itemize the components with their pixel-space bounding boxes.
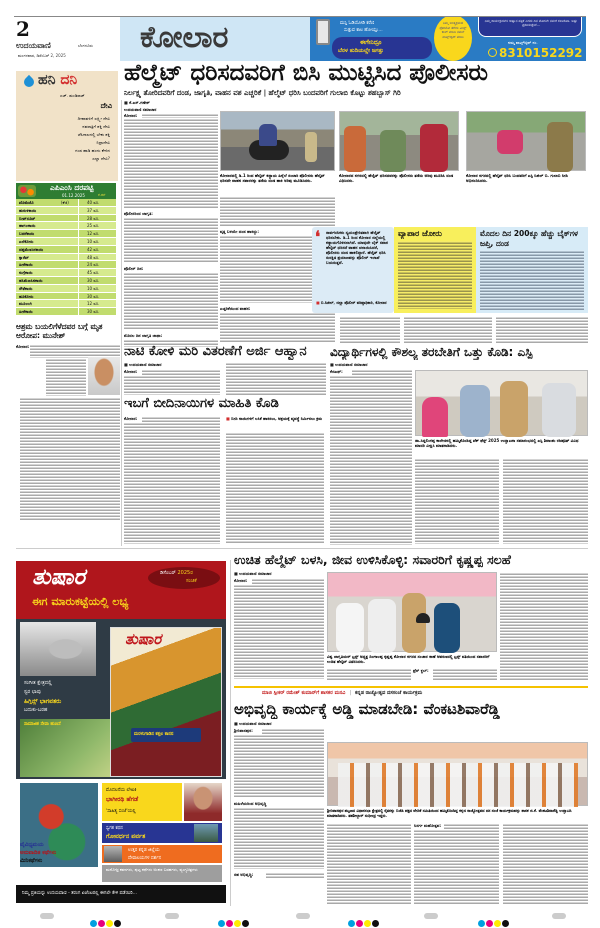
apmc-cell-unit: [58, 230, 78, 237]
apmc-cell-item: ಎಲೆಕೋಸು: [19, 238, 34, 244]
whatsapp-icon: [488, 48, 497, 57]
poem-heading: ದೇವಿ: [100, 102, 112, 110]
body-text: [415, 458, 499, 544]
apmc-cell-unit: [58, 246, 78, 253]
dateline: ಕೆಜಿಎಫ್:: [330, 369, 343, 374]
registration-mark: [40, 913, 54, 919]
registration-mark: [296, 913, 310, 919]
apmc-row: [16, 230, 116, 238]
helmet-shape: [416, 613, 430, 623]
body-text: [266, 872, 324, 878]
ad-bubble: [434, 17, 472, 61]
lead-photo-3: [466, 111, 586, 171]
apmc-row: [16, 215, 116, 223]
top-advertisement: [310, 17, 586, 61]
body-text: [226, 432, 324, 544]
apmc-cell-unit: (ಕೆಜಿ): [61, 200, 69, 205]
body-text: [124, 422, 220, 544]
first-day-box: [476, 227, 588, 313]
apmc-unit-note: ಕೆ.ಜಿಗೆ: [98, 193, 106, 197]
apmc-cell-unit: [58, 277, 78, 284]
feature-line: ಅನುವಾದಿತ ಕಥೆಗಳು: [20, 850, 57, 856]
body-text: [234, 584, 324, 679]
box-title: ಮೊದಲ ದಿನ 200ಕ್ಕೂ ಹೆಚ್ಚು ಬೈಕ್‌ಗಳ ಜಪ್ತಿ, ದಂಡ: [480, 229, 578, 248]
poem-lines: [30, 115, 110, 163]
person-shape: [542, 383, 576, 437]
body-text: [433, 668, 497, 680]
body-text: [234, 807, 324, 869]
body-text: [404, 316, 492, 344]
section-title: ಕೋಲಾರ: [140, 20, 229, 55]
poem-line: ನಿದ್ರಾದೇವಿ: [96, 140, 110, 145]
info-bullet: [226, 416, 324, 421]
cmyk-dots: [90, 912, 122, 928]
apmc-date: 01.12.2025: [62, 193, 85, 198]
bullet-icon: ■: [226, 416, 232, 421]
apmc-cell-item: ಮೂಲಂಗಿ: [19, 301, 32, 307]
subsection-heading: ಪೊಲೀಸರಿಂದ ಜಾಗೃತಿ:: [124, 211, 153, 216]
cover-logo: ತುಷಾರ: [125, 630, 162, 648]
bureau-text: ಉದಯವಾಣಿ ಸಮಾಚಾರ: [129, 362, 162, 367]
ad-line-3: ಈಗೇನಿದ್ರೂ: [360, 39, 382, 46]
feature-stories: [20, 841, 100, 865]
apmc-cell-unit: [58, 254, 78, 261]
apmc-cell-unit: [58, 261, 78, 268]
title-part-dani: ದನಿ: [60, 72, 78, 88]
feature-line: ದೇವಾಲಯಗಳ ದರ್ಶನ: [128, 856, 162, 861]
dateline: ಕೋಲಾರ:: [16, 344, 30, 349]
stage-people: [338, 763, 578, 807]
footer-text: ನಿಮ್ಮ ಪ್ರತಿಯನ್ನು ಉದಯವಾಣಿ - ತರಂಗ ಏಜೆಂಟರಲ್ಲಿ ಈಗಲೇ ಕೇಳಿ ಪಡೆಯಿರಿ...: [22, 891, 137, 896]
feature-line: ಸ್ವಗತ ಕಥನ: [106, 826, 123, 831]
column-rule: [230, 560, 231, 906]
portrait-photo: [88, 357, 120, 395]
apmc-row: [16, 199, 116, 207]
section-title-band: [120, 17, 310, 61]
body-text: [496, 316, 588, 344]
column-rule: [121, 100, 122, 546]
apmc-cell-item: ದಪ್ಪಮೆಣಸಿನಕಾಯಿ: [19, 246, 44, 252]
feature-line: ಮಿನಿಕಥೆಗಳು: [20, 858, 43, 864]
quote-text: ಸಾರ್ವಜನಿಕರು ಸ್ವಯಂಪ್ರೇರಿತವಾಗಿ ಹೆಲ್ಮೆಟ್ ಧರಿಸಬೇಕು. ಡಿ.1 ರಿಂದ ಕೋಲಾರ ಜಿಲ್ಲೆಯಲ್ಲಿ ಕಡ್ಡಾಯಗೊಳಿಸಲಾಗಿದೆ. ಯಾವುದೇ ಬೈಕ್ ಸವಾರ ಹೆಲ್ಮೆಟ್ ಧರಿಸದೆ ವಾಹನ ಚಲಾಯಿಸಿದರೆ, ಪೊಲೀಸರು ದಂಡ ಹಾಕಲಿದ್ದಾರೆ. ಹೆಲ್ಮೆಟ್ ಧರಿಸಿ ಸುರಕ್ಷಿತ ಪ್ರಯಾಣವನ್ನು ಪೊಲೀಸ್ ಇಲಾಖೆ ಬಯಸುತ್ತದೆ.: [326, 230, 389, 265]
body-text: [503, 458, 588, 544]
skill-photo: [415, 370, 588, 436]
phone-hand-icon: [316, 19, 330, 45]
apmc-cell-price: 30 ರೂ.: [78, 308, 112, 315]
feature-line: ಸಂಗೀತ ಕ್ಷೇತ್ರದಲ್ಲಿ: [24, 680, 52, 686]
dateline: ಕೋಲಾರ:: [124, 416, 138, 421]
police-shape: [547, 122, 573, 172]
person-shape: [460, 385, 490, 437]
honey-dani-author: ಎಚ್. ಡುಂಡಿರಾಜ್: [60, 93, 85, 98]
bureau: ■ ಉದಯವಾಣಿ ಸಮಾಚಾರ: [330, 362, 368, 367]
apmc-cell-price: 37 ರೂ.: [78, 207, 112, 214]
skill-headline: ವಿದ್ಯಾರ್ಥಿಗಳಲ್ಲಿ ಕೌಶಲ್ಯ ತರಬೇತಿಗೆ ಒತ್ತು ಕೊಡಿ: ಎಸ್ಪಿ: [330, 345, 533, 359]
temple-thumbnail: [194, 824, 218, 842]
registration-mark: [424, 913, 438, 919]
author-portrait: [184, 783, 222, 821]
apmc-row: [16, 238, 116, 246]
bureau-text: ಉದಯವಾಣಿ ಸಮಾಚಾರ: [239, 721, 272, 726]
poem-line: ದೀಪಾವಳಿಗೆ ಲಕ್ಷ್ಮೀ ದೇವಿ: [77, 116, 110, 121]
apmc-cell-item: ಹೀರೆಕಾಯಿ: [19, 262, 33, 268]
body-text: [330, 375, 412, 545]
photo-caption: ವಿಶ್ವ ಜಾಗೃತಿಯರ್ ಟ್ರಸ್ಟ್ ಅಧ್ಯಕ್ಷ ದಿಂಗಾಲಪ್ಪ ಕೃಷ್ಣಪ್ಪ ಕೋಲಾರ ನಗರದ ಸಂಚಾರ ಠಾಣೆ ಆವರಣದಲ್ಲಿ ಟ್ರಸ್ಟ್ ವತಿಯಿಂದ ಸವಾರರಿಗೆ ಉಚಿತ ಹೆಲ್ಮೆಟ್ ವಿತರಿಸಿದರು.: [327, 654, 490, 664]
photo-caption: ಕೋಲಾರದಲ್ಲಿ ಡಿ.1 ರಿಂದ ಹೆಲ್ಮೆಟ್ ಕಡ್ಡಾಯ ಹಿನ್ನೆಲೆ ಸಂಚಾರಿ ಪೊಲೀಸರು ಹೆಲ್ಮೆಟ್ ಧರಿಸದೇ ವಾಹನ ಸವಾರರನ್ನು ತಡೆದು ದಂಡ ಹಾಕಿ ಅರಿವು ಮೂಡಿಸಿದರು.: [220, 173, 325, 183]
development-headline: ಅಭಿವೃದ್ಧಿ ಕಾರ್ಯಕ್ಕೆ ಅಡ್ಡಿ ಮಾಡಬೇಡಿ: ವೆಂಕಟಶಿವಾರೆಡ್ಡಿ: [234, 700, 500, 718]
body-text: [30, 344, 120, 358]
body-text: [124, 375, 220, 395]
subsection-heading: ವೃತ್ತ ಬಳಿಯೇ ದಂಡ ಹಾಕಿದ್ದು:: [220, 229, 259, 234]
subsection-heading: ಮಹಿಳೆಯರಿಂದ ಅಭಿವೃದ್ಧಿ: [234, 801, 267, 806]
feature-line: ಗೋವರ್ಧನ ಪರ್ವತ: [106, 833, 146, 840]
police-shape: [402, 593, 426, 653]
subsection-heading: ಎಚ್ಚರಿಕೆಯಿಂದ ವಾಹನ:: [220, 306, 251, 311]
rider-shape: [259, 124, 277, 146]
apmc-cell-unit: [58, 285, 78, 292]
apmc-cell-price: 25 ರೂ.: [78, 222, 112, 229]
ad-line-2: ಸುತ್ತುವ ಕಾಲ ಹೋಯ್ತು...: [344, 28, 383, 33]
vyapara-box: [394, 227, 476, 313]
tushara-tagline: ಈಗ ಮಾರುಕಟ್ಟೆಯಲ್ಲಿ ಲಭ್ಯ: [32, 595, 129, 608]
subsection-heading: ಪ್ರೆಸ್ ಕ್ಲಬ್:: [413, 668, 429, 673]
poem-line: ನವರಾತ್ರಿಗೆ ಶಕ್ತಿ ದೇವಿ: [82, 124, 110, 129]
magazine-cover: [110, 627, 222, 777]
title-part-honey: ಹನಿ: [38, 72, 56, 88]
feature-line: ಉತ್ತರ ಕನ್ನಡ ಜಿಲ್ಲೆಯ: [128, 848, 160, 853]
apmc-row: [16, 269, 116, 277]
edition-label: ಬೆಂಗಳೂರು: [78, 43, 93, 48]
person-shape: [434, 603, 460, 653]
ad-bubble-text: ನಿಮ್ಮ ಅಂತ್ಯಕ್ರಮದ ಫೋಟೋ ತೆಗೆದು ಮಿಸ್ಡ್ ಕಾಲ್ ಮಾಡಿ ನಮಗೆ ವಾಟ್ಸ್ಆ್ಯಪ್ ಮಾಡಿ: [439, 21, 467, 39]
photo-caption: ಕೋಲಾರದ ನಗರದಲ್ಲಿ ಹೆಲ್ಮೆಟ್ ಧರಿಸದವರನ್ನು ಪೊಲೀಸರು ತಡೆದು ಅರಿವು ಮೂಡಿಸಿ ದಂಡ ವಿಧಿಸಿದರು.: [339, 173, 454, 183]
section-rule: [16, 548, 588, 549]
apmc-cell-unit: [58, 293, 78, 300]
apmc-cell-item: ಸೌತೆಕಾಯಿ: [19, 285, 33, 291]
lead-headline: ಹೆಲ್ಮೆಟ್ ಧರಿಸದವರಿಗೆ ಬಿಸಿ ಮುಟ್ಟಿಸಿದ ಪೊಲೀಸರು: [124, 60, 488, 86]
apmc-header: [16, 183, 116, 199]
apmc-cell-unit: [58, 269, 78, 276]
apmc-cell-item: ಹಸಿಮೆಣಸಿನಕಾಯಿ: [19, 277, 43, 283]
dateline: ಕೋಲಾರ:: [124, 369, 138, 374]
apmc-cell-price: 10 ರೂ.: [78, 238, 112, 245]
lead-photo-1: [220, 111, 335, 171]
apmc-row: [16, 207, 116, 215]
subsection-heading: ಸಹ ಅಭಿವೃದ್ಧಿ:: [234, 872, 254, 877]
police-shape: [305, 132, 317, 162]
issue-suffix: ಸಂಚಿಕೆ: [186, 578, 197, 584]
apmc-rate-table: [16, 183, 116, 316]
feature-line: ಸ್ವರ ಛಾಪು: [24, 689, 41, 695]
tushara-footer: [16, 885, 226, 903]
feature-line: 'ಸಾಹಿತ್ಯ ಸಂಜೆ'ಯಲ್ಲಿ: [106, 809, 136, 814]
apmc-row: [16, 277, 116, 285]
body-text: [414, 829, 499, 905]
headline: ಆಶ್ರಮ ಬಯಲಿಗೆಳೆದವರ ಬಗ್ಗೆ ಮೃತ ಆರೋಪ: ಮುನೇಶ್: [16, 322, 103, 340]
cmyk-dots: [218, 912, 250, 928]
dateline: ಕೋಲಾರ:: [234, 578, 248, 583]
apmc-rows: [16, 199, 116, 316]
apmc-row: [16, 254, 116, 262]
issue-year: 2025ರ: [177, 570, 193, 576]
subsection-heading: ಮೊದಲ ದಿನ ಜಾಗೃತಿ ಜಾಥಾ:: [124, 333, 163, 338]
registration-mark: [165, 913, 179, 919]
feature-author: [102, 783, 182, 821]
apmc-cell-unit: [58, 300, 78, 307]
bureau: ಉದಯವಾಣಿ ಸಮಾಚಾರ: [124, 107, 157, 112]
feature-line: ಮೊದಲನೆಯ ಲೇಖಕಿ: [106, 788, 137, 793]
issue-month: ಡಿಸೆಂಬರ್: [160, 570, 176, 576]
person-shape: [344, 126, 366, 172]
forest-photo: [20, 719, 120, 777]
subsection-heading: ನಿಸರ್ಗ ಮಹೋತ್ಸವ:: [414, 823, 442, 828]
ad-line-1: ಮಸ್ತಿ ಓಡಿಯೋಡಿ ಕರೆಣಿ: [340, 21, 375, 26]
bullet-icon: ■: [316, 300, 321, 305]
apmc-cell-item: ಟೊಮೆಟೊ: [19, 200, 34, 205]
musician-photo: [20, 622, 96, 676]
tushara-advertisement: [16, 561, 226, 903]
apmc-cell-item: ಕ್ಯಾರೆಟ್: [19, 254, 29, 260]
lead-photo-2: [339, 111, 459, 171]
apmc-cell-unit: [58, 207, 78, 214]
dateline: ಶ್ರೀನಿವಾಸಪುರ:: [234, 728, 253, 733]
apmc-cell-price: 10 ರೂ.: [78, 285, 112, 292]
ad-whatsapp-label: ನಮ್ಮ ವಾಟ್ಸ್‌ಆ್ಯಪ್ ನಂ.: [508, 40, 538, 45]
bureau: ■ ಉದಯವಾಣಿ ಸಮಾಚಾರ: [234, 571, 272, 576]
body-text: [220, 196, 335, 226]
issue-date: ಮಂಗಳವಾರ, ಡಿಸೆಂಬರ್ 2, 2025: [18, 53, 66, 58]
cmyk-dots: [348, 912, 380, 928]
apmc-row: [16, 246, 116, 254]
page-number: 2: [16, 17, 30, 41]
feature-swagata: [102, 823, 222, 843]
body-text: [20, 397, 120, 521]
apmc-cell-item: ಹೀರೆಕಾಯಿ: [19, 309, 33, 315]
apmc-cell-item: ಬದನೆಕಾಯಿ: [19, 231, 35, 237]
apmc-row: [16, 285, 116, 293]
strip-right: ಕನ್ನಡ ರಾಜ್ಯೋತ್ಸವ ದಸಸಂಜೆ ಕಾರ್ಯಕ್ರಮ: [355, 690, 423, 696]
apmc-row: [16, 293, 116, 301]
poem-line: ಚೆಸಿಗಾಲದಲ್ಲಿ ಬೇಕು ಶಕ್ತಿ: [77, 132, 110, 137]
helmet-distribution-photo: [327, 572, 497, 652]
feature-line: ಮನೋಜ್ಞ ಕವನಗಳು, ಪುಟ್ಟ ಕಥೆಗಳು ಅಂಕಣ ಬರಹಗಳು, ವ್ಯಂಗ್ಯಚಿತ್ರಗಳು: [106, 867, 198, 872]
person-shape: [336, 603, 364, 653]
tushara-header: [16, 561, 226, 619]
issue-label: [160, 570, 193, 576]
apmc-cell-price: 45 ರೂ.: [78, 269, 112, 276]
cover-story-title: ಮರಳುಗಾಡಿನ ಕತ್ತಲ ಕಾನನ: [134, 732, 174, 737]
issue-badge: [148, 567, 220, 589]
ad-pill: [332, 37, 432, 59]
strip-left: ಮಾಜಿ ಸ್ಪೀಕರ್ ರಮೇಶ್ ಕುಮಾರ್‌ಗೆ ಶಾಸಕರ ಮನವಿ: [262, 690, 346, 696]
poem-line: ಎಲ್ಲಾ ದೇವಿ?: [92, 156, 110, 161]
feature-musician: [24, 679, 100, 715]
ad-phone-number[interactable]: 8310152292: [499, 46, 583, 60]
helmet-advice-headline: ಉಚಿತ ಹೆಲ್ಮೆಟ್ ಬಳಸಿ, ಜೀವ ಉಳಿಸಿಕೊಳ್ಳಿ: ಸವಾರರಿಗೆ ಕೃಷ್ಣಪ್ಪ ಸಲಹೆ: [234, 552, 511, 567]
body-text: [340, 316, 400, 344]
apmc-cell-item: ನುಗ್ಗೆಕಾಯಿ: [19, 270, 33, 276]
cmyk-dots: [478, 912, 510, 928]
apmc-cell-unit: [58, 215, 78, 222]
apmc-cell-price: 42 ರೂ.: [78, 246, 112, 253]
feature-line: ಬದುಕು-ಬರಹ: [24, 707, 48, 713]
apmc-cell-item: ಹೂಕೋಸು: [19, 293, 34, 299]
registration-mark: [552, 913, 566, 919]
feature-line: ಹಿಗ್ಗಿನ್ಸ್ ಭಾಗವತರು: [24, 698, 62, 705]
body-text: [234, 734, 324, 798]
photo-caption: ಕೋಲಾರ ನಗರದಲ್ಲಿ ಹೆಲ್ಮೆಟ್ ಧರಿಸಿ ಬಂದವರಿಗೆ ಎಸ್ಪಿ ನಿಖಿಲ್ ಬಿ. ಗುಲಾಬಿ ನೀಡಿ ಅಭಿನಂದಿಸಿದರು.: [466, 173, 568, 183]
body-text: [124, 217, 218, 263]
honey-dani-title: [38, 72, 77, 88]
quote-mark-icon: ❛: [315, 227, 321, 246]
vegetable-basket-icon: [18, 185, 36, 197]
body-text: [500, 572, 588, 680]
ad-right-panel: [478, 17, 582, 37]
info-headline: ಇಬಗೆ ಬೀದಿನಾಯಿಗಳ ಮಾಹಿತಿ ಕೊಡಿ: [124, 396, 279, 411]
strip-divider: |: [349, 690, 352, 696]
bureau: ■ ಉದಯವಾಣಿ ಸಮಾಚಾರ: [234, 721, 272, 726]
feature-misc: [102, 865, 222, 882]
person-shape: [368, 599, 396, 653]
person-shape: [422, 397, 448, 437]
print-registration-marks: [0, 912, 600, 922]
honey-dani-box: [16, 71, 118, 181]
body-text: [124, 118, 218, 208]
quote-attribution: [316, 301, 392, 306]
development-photo: [327, 742, 588, 806]
apmc-cell-price: 28 ರೂ.: [78, 215, 112, 222]
box-title: ವ್ಯಾಪಾರ ಜೋರು: [398, 229, 442, 238]
byline-name: ಕೆ.ಎಸ್.ಗಣೇಶ್: [129, 100, 150, 105]
body-text: [327, 823, 411, 905]
lead-subhead: ನಿರ್ಲಕ್ಷ್ಯ ತೋರಿದವರಿಗೆ ದಂಡ, ಜಾಗೃತಿ, ವಾಹನ ವಶ ಎಚ್ಚರಿಕೆ | ಹೆಲ್ಮೆಟ್ ಧರಿಸಿ ಬಂದವರಿಗೆ ಗುಲಾಬಿ ಕೊಟ್ಟು ಶಹಬ್ಬಾಸ್ ಗಿರಿ: [124, 89, 401, 97]
apmc-cell-price: 48 ರೂ.: [78, 254, 112, 261]
ad-right-text: ನಿಮ್ಮ ಕಾರ್ಯಕ್ರಮಗಳ ಆಹ್ವಾನ ಪತ್ರಿಕೆ ಎರಡು ದಿನ ಮೊದಲೇ ನಮಗೆ ಕಳಿಸಿಕೊಡಿ. ಅಷ್ಟು ಪ್ರಕಟಿಸುತ್ತೇವೆ...: [484, 19, 578, 28]
attribution-text: ಬಿ.ನಿಖಿಲ್, ಜಿಲ್ಲಾ ಪೊಲೀಸ್ ವರಿಷ್ಠಾಧಿಕಾರಿ, ಕೋಲಾರ: [320, 300, 387, 305]
apmc-cell-item: ಹುರುಳಿಕಾಯಿ: [19, 207, 37, 213]
tushara-logo: ತುಷಾರ: [32, 565, 86, 590]
bureau: ■ ಉದಯವಾಣಿ ಸಮಾಚಾರ: [124, 362, 162, 367]
story-muniswamy: [16, 322, 120, 522]
masthead: [14, 16, 586, 60]
body-text: [480, 250, 584, 310]
feature-line: ವೈವಿಧ್ಯಮಯ: [20, 842, 44, 848]
apmc-cell-price: 30 ರೂ.: [78, 293, 112, 300]
subsection-heading: ಪೊಲೀಸ್ ದಿನ:: [124, 266, 144, 271]
kicker-strip: [234, 686, 588, 698]
bullet-text: ಬೀದಿ ನಾಯಿಗಳಿಗೆ ಲಸಿಕೆ ಹಾಕಿಸಲು, ಆಶ್ರಯಕ್ಕೆ ವ್ಯವಸ್ಥೆ ನಿರ್ಮಿಸಲು ಕ್ರಮ: [231, 416, 323, 421]
water-drop-icon: [22, 75, 36, 89]
feature-temples: [102, 845, 222, 863]
dateline: ಕೋಲಾರ:: [124, 113, 138, 118]
police-shape: [500, 381, 528, 437]
feature-line: ಭಾಗೀರಥಿ ಹೆಗಡೆ: [106, 796, 139, 803]
body-text: [398, 241, 472, 309]
byline: ■ ಕೆ.ಎಸ್.ಗಣೇಶ್: [124, 100, 150, 105]
body-text: [124, 272, 218, 330]
apmc-cell-price: 24 ರೂ.: [78, 261, 112, 268]
photo-caption: ಶ್ರೀನಿವಾಸಪುರ ಪಟ್ಟಣದ ವಿಧಾನಸಭಾ ಕ್ಷೇತ್ರದಲ್ಲಿ ರೈತರನ್ನು ಬಿಜೆಪಿ ಪಕ್ಷದ ವೇದಿಕೆ ಸಮಿತಿಯಿಂದ ಹಮ್ಮಿಕೊಂಡಿದ್ದ ಕನ್ನಡ ರಾಜ್ಯೋತ್ಸವದ ದಸ ಸಂಜೆ ಕಾರ್ಯಕ್ರಮವನ್ನು ಶಾಸಕ ಜಿ.ಕೆ. ವೆಂಕಟಶಿವಾರೆಡ್ಡಿ ಉದ್ಘಾಟಿಸಿ ಮಾತನಾಡಿದರು. ತಹಶೀಲ್ದಾರ್ ಸುಧೀಂದ್ರ ಇದ್ದರು.: [327, 808, 572, 818]
apmc-row: [16, 308, 116, 316]
person-shape: [420, 124, 448, 172]
apmc-cell-price: 12 ರೂ.: [78, 300, 112, 307]
body-text: [226, 362, 326, 396]
body-text: [220, 312, 335, 342]
apmc-row: [16, 222, 116, 230]
poem-line: ಗಂಡ ಹಾಡಿ ಹಂದು ಕೇಳಿದ: [75, 148, 110, 153]
body-text: [327, 668, 411, 680]
feature-forest-label: ಸಾಮಾಜಿಕ ಸೇವಾ ಹುಣಸೆ: [24, 722, 61, 727]
photo-caption: ಡಾ.ಸಿದ್ದಲಿಂಗಪ್ಪ ಕಾಲೇಜಿನಲ್ಲಿ ಹಮ್ಮಿಕೊಂಡಿದ್ದ ಟೆಕ್ ಫೆಸ್ಟ್ 2025 ಉದ್ಘಾಟನಾ ಸಮಾರಂಭದಲ್ಲಿ ಎಸ್ಪಿ ಶಿವಾಂಶು ರಜಪೂತ್ ವಿವಿಧ ಮಾದರಿ ವೀಕ್ಷಿಸಿ ಮಾತನಾಡಿದರು.: [415, 438, 579, 448]
apmc-cell-price: 12 ರೂ.: [78, 230, 112, 237]
apmc-row: [16, 300, 116, 308]
apmc-cell-unit: [58, 222, 78, 229]
quote-box: [312, 227, 394, 313]
chicken-headline: ನಾಟಿ ಕೋಳಿ ಮರಿ ವಿತರಣೆಗೆ ಅರ್ಜಿ ಆಹ್ವಾನ: [124, 344, 307, 359]
cover-story-band: [131, 728, 201, 742]
apmc-row: [16, 261, 116, 269]
apmc-cell-price: 30 ರೂ.: [78, 277, 112, 284]
rider-shape: [497, 130, 523, 154]
paper-name: ಉದಯವಾಣಿ: [16, 41, 51, 50]
apmc-cell-item: ಬೀಟ್‌ರೂಟ್: [19, 215, 36, 221]
apmc-cell-unit: [58, 238, 78, 245]
body-text: [46, 358, 86, 396]
bureau-text: ಉದಯವಾಣಿ ಸಮಾಚಾರ: [335, 362, 368, 367]
apmc-cell-item: ಹಾಗಲಕಾಯಿ: [19, 223, 36, 229]
temple-thumbnail: [104, 846, 122, 862]
apmc-title: ಎಪಿಎಂಸಿ ದರಪಟ್ಟಿ: [50, 183, 94, 192]
apmc-cell-unit: [58, 308, 78, 315]
apmc-cell-price: 40 ರೂ.: [78, 199, 112, 206]
ad-line-4: ಬೆರಳ ತುದಿಯಲ್ಲೇ ಜಗತ್ತು: [338, 48, 384, 54]
person-shape: [380, 130, 406, 172]
bureau-text: ಉದಯವಾಣಿ ಸಮಾಚಾರ: [239, 571, 272, 576]
body-text: [503, 823, 588, 905]
